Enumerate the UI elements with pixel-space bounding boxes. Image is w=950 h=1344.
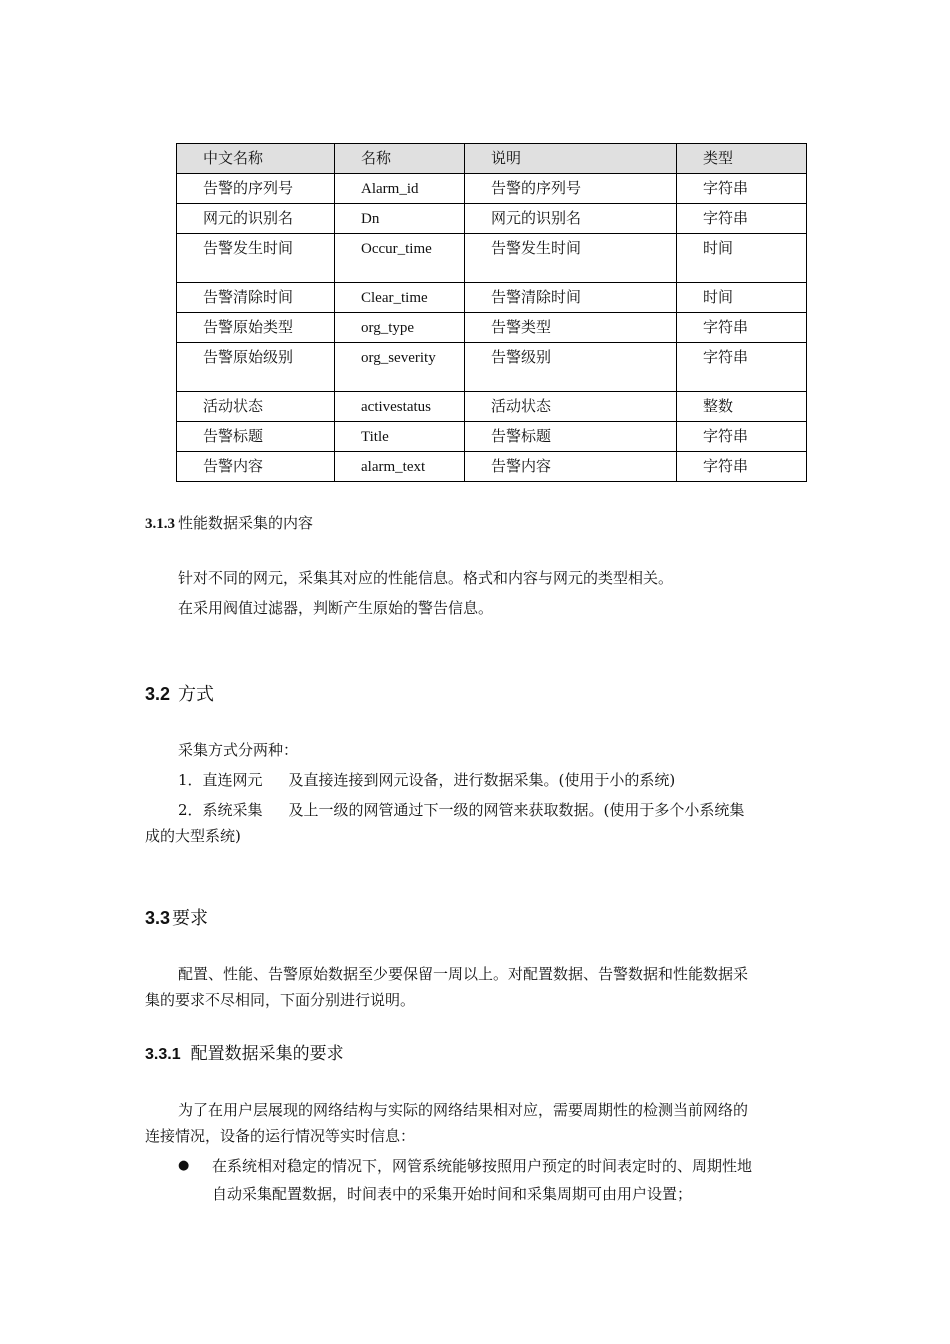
cell-name: Clear_time	[335, 283, 465, 313]
section-331-paragraph-line-1: 为了在用户层展现的网络结构与实际的网络结果相对应，需要周期性的检测当前网络的	[178, 1101, 749, 1119]
cell-description: 告警内容	[465, 452, 677, 482]
table-row	[177, 283, 807, 313]
cell-cn-name: 告警清除时间	[177, 283, 335, 313]
table-row	[177, 343, 807, 392]
section-32-number: 3.2	[145, 684, 171, 704]
table-row	[177, 204, 807, 234]
cell-description: 告警的序列号	[465, 174, 677, 204]
cell-type: 时间	[677, 283, 807, 313]
section-313-paragraph-2: 在采用阀值过滤器，判断产生原始的警告信息。	[178, 599, 494, 617]
table-row	[177, 234, 807, 283]
cell-description: 告警级别	[465, 343, 677, 392]
cell-type: 字符串	[677, 204, 807, 234]
cell-name: org_type	[335, 313, 465, 343]
cell-name: Title	[335, 422, 465, 452]
cell-cn-name: 活动状态	[177, 392, 335, 422]
cell-type: 字符串	[677, 422, 807, 452]
cell-name: org_severity	[335, 343, 465, 392]
section-33-title: 要求	[172, 908, 209, 928]
bullet-text-line-1: 在系统相对稳定的情况下，网管系统能够按照用户预定的时间表定时的、周期性地	[212, 1157, 753, 1175]
bullet-dot-icon: ●	[178, 1158, 190, 1173]
section-331-heading	[145, 1039, 344, 1064]
cell-name: Occur_time	[335, 234, 465, 283]
cell-type: 字符串	[677, 343, 807, 392]
cell-description: 网元的识别名	[465, 204, 677, 234]
section-32-item-2	[178, 796, 744, 824]
section-33-heading	[145, 904, 208, 930]
section-313-heading	[145, 512, 313, 533]
cell-type: 字符串	[677, 313, 807, 343]
table-row	[177, 422, 807, 452]
table-row	[177, 174, 807, 204]
cell-type: 字符串	[677, 452, 807, 482]
cell-cn-name: 网元的识别名	[177, 204, 335, 234]
section-331-paragraph-line-2: 连接情况，设备的运行情况等实时信息：	[145, 1127, 416, 1145]
cell-cn-name: 告警原始类型	[177, 313, 335, 343]
cell-name: alarm_text	[335, 452, 465, 482]
cell-cn-name: 告警发生时间	[177, 234, 335, 283]
cell-description: 告警发生时间	[465, 234, 677, 283]
cell-description: 活动状态	[465, 392, 677, 422]
item-1-label: 1．直连网元	[178, 771, 263, 789]
header-cn-name: 中文名称	[177, 144, 335, 174]
section-313-number: 3.1.3	[145, 516, 175, 532]
cell-name: Alarm_id	[335, 174, 465, 204]
header-type: 类型	[677, 144, 807, 174]
section-32-title: 方式	[178, 684, 215, 704]
header-description: 说明	[465, 144, 677, 174]
section-33-paragraph-line-1: 配置、性能、告警原始数据至少要保留一周以上。对配置数据、告警数据和性能数据采	[178, 965, 749, 983]
cell-description: 告警标题	[465, 422, 677, 452]
section-32-heading	[145, 680, 214, 706]
table-row	[177, 452, 807, 482]
table-row	[177, 392, 807, 422]
cell-type: 整数	[677, 392, 807, 422]
alarm-fields-table	[176, 143, 807, 482]
section-331-title: 配置数据采集的要求	[190, 1044, 344, 1063]
table-row	[177, 313, 807, 343]
header-name: 名称	[335, 144, 465, 174]
cell-description: 告警清除时间	[465, 283, 677, 313]
item-1-text: 及直接连接到网元设备，进行数据采集。(使用于小的系统)	[288, 771, 676, 789]
cell-cn-name: 告警原始级别	[177, 343, 335, 392]
cell-name: activestatus	[335, 392, 465, 422]
cell-description: 告警类型	[465, 313, 677, 343]
cell-cn-name: 告警内容	[177, 452, 335, 482]
section-32-item-2-continued: 成的大型系统)	[145, 827, 241, 845]
table-header-row	[177, 144, 807, 174]
cell-cn-name: 告警标题	[177, 422, 335, 452]
item-2-text: 及上一级的网管通过下一级的网管来获取数据。(使用于多个小系统集	[288, 801, 745, 819]
bullet-text-line-2: 自动采集配置数据，时间表中的采集开始时间和采集周期可由用户设置；	[212, 1185, 693, 1203]
section-313-title: 性能数据采集的内容	[178, 516, 314, 532]
section-331-number: 3.3.1	[145, 1046, 181, 1063]
cell-type: 时间	[677, 234, 807, 283]
cell-cn-name: 告警的序列号	[177, 174, 335, 204]
cell-name: Dn	[335, 204, 465, 234]
section-32-item-1	[178, 766, 675, 794]
cell-type: 字符串	[677, 174, 807, 204]
section-32-intro: 采集方式分两种：	[178, 741, 299, 759]
section-313-paragraph-1: 针对不同的网元，采集其对应的性能信息。格式和内容与网元的类型相关。	[178, 569, 674, 587]
section-33-paragraph-line-2: 集的要求不尽相同，下面分别进行说明。	[145, 991, 416, 1009]
section-33-number: 3.3	[145, 908, 171, 928]
item-2-label: 2．系统采集	[178, 801, 263, 819]
